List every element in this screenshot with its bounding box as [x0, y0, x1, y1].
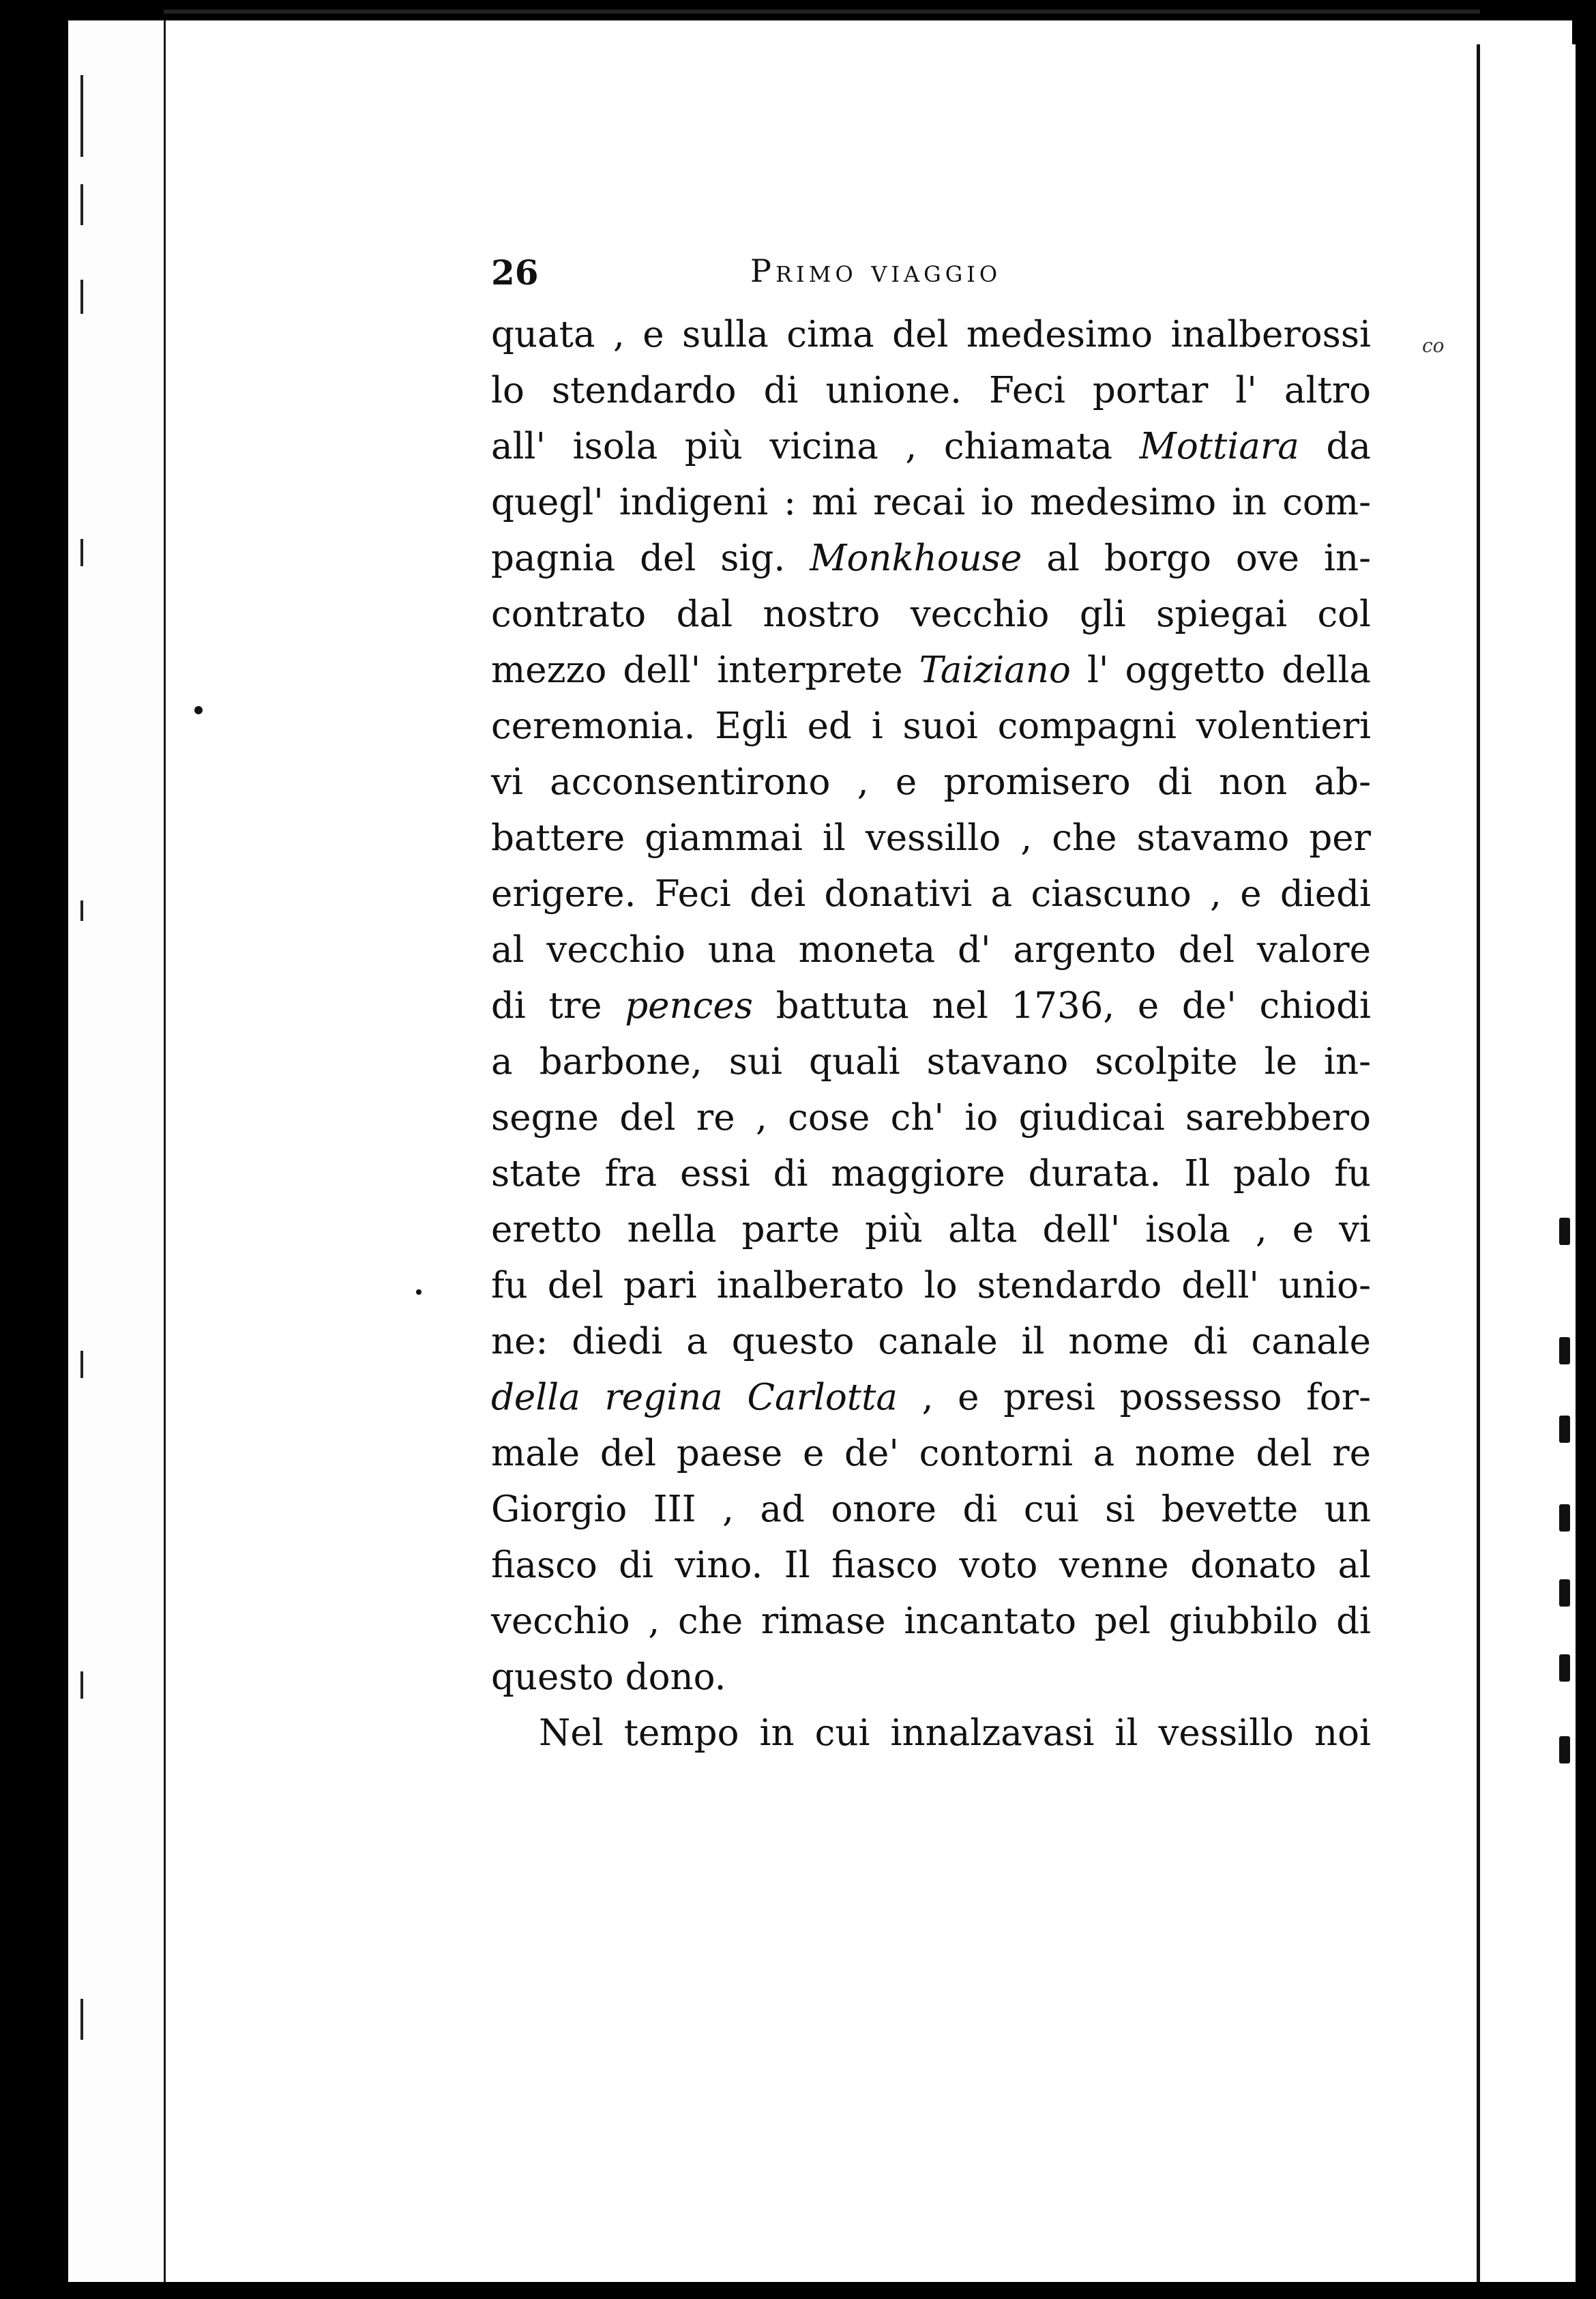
text-line: [491, 1314, 1371, 1370]
italic-text: Mottiara: [1139, 426, 1299, 467]
text-line: [491, 587, 1371, 643]
text-segment: lo stendardo di unione. Feci portar l' altro: [491, 370, 1371, 411]
text-line: [491, 1426, 1371, 1482]
text-line: [491, 978, 1371, 1034]
text-line: [491, 419, 1371, 475]
italic-text: della regina Carlotta: [491, 1377, 898, 1418]
text-segment: al vecchio una moneta d' argento del valore: [491, 929, 1371, 971]
text-segment: erigere. Feci dei donativi a ciascuno , e diedi: [491, 873, 1371, 915]
text-segment: battuta nel 1736, e de' chiodi: [752, 985, 1372, 1027]
next-page-letter: [1559, 1504, 1570, 1532]
text-line: [491, 1594, 1371, 1650]
text-line: [491, 307, 1371, 363]
text-segment: battere giammai il vessillo , che stavamo per: [491, 817, 1371, 859]
text-line: [491, 363, 1371, 419]
binding-mark: [80, 280, 83, 314]
text-line: [491, 755, 1371, 810]
italic-text: pences: [625, 985, 753, 1027]
next-page-letter: [1559, 1654, 1570, 1682]
page-number: 26: [491, 252, 539, 293]
text-line: [491, 922, 1371, 978]
body-text: [491, 307, 1371, 1761]
text-line: [491, 1258, 1371, 1314]
text-segment: di tre: [491, 985, 625, 1027]
text-segment: Nel tempo in cui innalzavasi il vessillo noi: [539, 1712, 1371, 1754]
text-segment: all' isola più vicina , chiamata: [491, 426, 1140, 467]
text-segment: fiasco di vino. Il fiasco voto venne donato al: [491, 1544, 1371, 1586]
text-line: [491, 531, 1371, 587]
text-line: [491, 1705, 1371, 1761]
scan-border-left: [0, 0, 68, 2299]
text-segment: quegl' indigeni : mi recai io medesimo in com-: [491, 482, 1371, 523]
text-segment: male del paese e de' contorni a nome del re: [491, 1433, 1371, 1474]
next-page-letter: [1559, 1579, 1570, 1607]
text-line: [491, 643, 1371, 699]
text-line: [491, 1482, 1371, 1538]
text-segment: eretto nella parte più alta dell' isola , e vi: [491, 1209, 1371, 1250]
binding-mark: [80, 75, 83, 157]
text-segment: al borgo ove in-: [1022, 538, 1371, 579]
text-line: [491, 1034, 1371, 1090]
text-line: [491, 810, 1371, 866]
margin-note: co: [1422, 334, 1445, 357]
binding-margin: [68, 20, 166, 2282]
page-top-edge: [164, 10, 1480, 14]
binding-mark: [80, 1351, 83, 1378]
text-line: [491, 866, 1371, 922]
binding-mark: [80, 539, 83, 566]
text-line: [491, 699, 1371, 755]
page-text-block: [491, 252, 1371, 1761]
binding-mark: [80, 900, 83, 921]
text-segment: segne del re , cose ch' io giudicai sarebbero: [491, 1097, 1371, 1139]
next-page-letter: [1559, 1218, 1570, 1245]
next-page-letter: [1559, 1337, 1570, 1364]
text-segment: contrato dal nostro vecchio gli spiegai col: [491, 594, 1371, 635]
text-line: [491, 1090, 1371, 1146]
text-segment: vi acconsentirono , e promisero di non ab-: [491, 761, 1371, 803]
scan-border-right: [1572, 0, 1596, 2299]
text-segment: quata , e sulla cima del medesimo inalberossi: [491, 314, 1371, 355]
italic-text: Taiziano: [919, 649, 1071, 691]
text-line: [491, 1146, 1371, 1202]
text-line: [491, 1538, 1371, 1594]
text-segment: , e presi possesso for-: [897, 1377, 1371, 1418]
text-line: [491, 1370, 1371, 1426]
text-segment: mezzo dell' interprete: [491, 649, 919, 691]
text-segment: da: [1299, 426, 1371, 467]
next-page-letter: [1559, 1736, 1570, 1763]
binding-mark: [80, 184, 83, 225]
text-segment: questo dono.: [491, 1656, 726, 1698]
running-title: Primo viaggio: [750, 252, 1002, 289]
print-speck: [194, 706, 203, 714]
text-segment: ne: diedi a questo canale il nome di canale: [491, 1321, 1371, 1362]
text-segment: vecchio , che rimase incantato pel giubbilo di: [491, 1600, 1371, 1642]
text-line: [491, 1650, 1371, 1705]
text-segment: state fra essi di maggiore durata. Il palo fu: [491, 1153, 1371, 1195]
binding-mark: [80, 1671, 83, 1699]
page-header: [491, 252, 1371, 300]
text-segment: pagnia del sig.: [491, 538, 810, 579]
text-segment: ceremonia. Egli ed i suoi compagni volentieri: [491, 705, 1371, 747]
text-segment: l' oggetto della: [1070, 649, 1371, 691]
italic-text: Monkhouse: [810, 538, 1022, 579]
text-segment: a barbone, sui quali stavano scolpite le in-: [491, 1041, 1371, 1083]
binding-mark: [80, 1999, 83, 2040]
next-page-edge: [1477, 44, 1576, 2282]
text-line: [491, 475, 1371, 531]
print-speck: [416, 1289, 422, 1295]
next-page-letter: [1559, 1416, 1570, 1443]
text-line: [491, 1202, 1371, 1258]
text-segment: fu del pari inalberato lo stendardo dell' unio-: [491, 1265, 1371, 1306]
scan-border-bottom: [0, 2282, 1596, 2299]
text-segment: Giorgio III , ad onore di cui si bevette un: [491, 1489, 1371, 1530]
